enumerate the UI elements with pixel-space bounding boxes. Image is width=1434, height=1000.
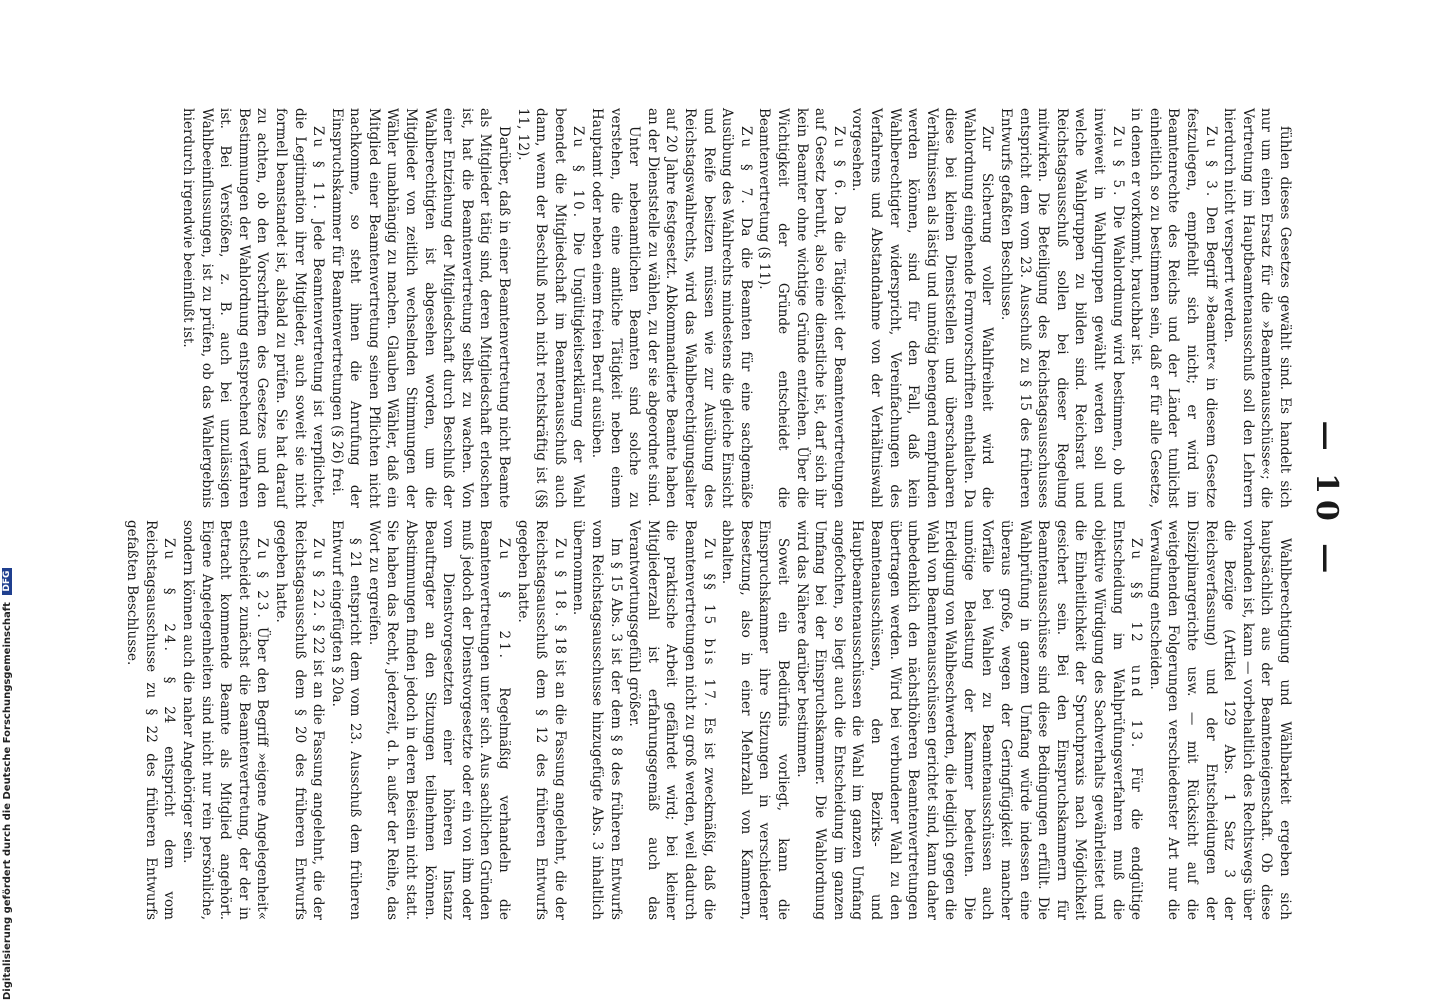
paragraph-text: § 24 entspricht dem vom Reichstagsausschusse zu § 22 des früheren Entwurfs gefaßten Beschlusse. (124, 520, 178, 920)
section-reference: Zu §§ 12 und 13. (1128, 538, 1145, 751)
section-reference: Zu § 11. (310, 126, 327, 213)
paragraph (327, 108, 513, 508)
paragraph-text: Zur Sicherung voller Wahlfreiheit wird die Wahlordnung eingehende Formvorschriften enthalten. Da diese bei kleinen Dienststellen und überschaubaren Verhältnissen als lästig und unnötig beengend empfunden werden können, sind für den Fall, daß kein Wahlberechtigter widerspricht, Vereinfachungen des Verfahrens und Abstandnahme von der Verhältniswahl vorgesehen. (849, 108, 996, 508)
paragraph (755, 108, 848, 508)
section-reference: Zu § 6. (830, 126, 847, 199)
paragraph (625, 520, 718, 920)
paragraph (997, 108, 1127, 508)
page-number: — 10 — (1309, 420, 1344, 580)
dfg-logo-icon: DFG (2, 568, 12, 595)
paragraph-text: § 21 entspricht dem vom 23. Ausschuß dem früheren Entwurf eingefügten § 20a. (328, 520, 364, 920)
section-reference: Zu § 18. (551, 538, 568, 620)
paragraph (364, 520, 513, 920)
left-column (178, 108, 1294, 508)
paragraph (178, 520, 271, 920)
section-reference: Zu § 22. (310, 538, 327, 620)
paragraph-text: Soweit ein Bedürfnis vorliegt, kann die Einspruchskammer ihre Sitzungen in verschiedener Besetzung, also in einer Mehrzahl von Kammern, abhalten. (719, 520, 791, 920)
section-reference: Zu § 21. (496, 538, 513, 661)
paragraph-text: Es ist zweckmäßig, daß die Beamtenvertretungen nicht zu groß werden, weil dadurch die praktische Arbeit gefährdet wird; bei kleiner Mitgliederzahl ist erfahrungsgemäß auch das Verantwortungsgefühl größer. (626, 520, 717, 920)
paragraph-text: Im § 15 Abs. 3 ist der dem § 8 des früheren Entwurfs vom Reichstagsausschusse hinzugefügte Abs. 3 inhaltlich übernommen. (570, 520, 624, 920)
paragraph-text: Da die Beamten für eine sachgemäße Ausübung des Wahlrechts mindestens die gleiche Einsicht und Reife besitzen müssen wie zur Ausübung des Reichstagswahlrechts, wird das Wahlberechtigungsalter auf 20 Jahre festgesetzt. Abkommandierte Beamte haben an der Dienststelle zu wählen, zu der sie abgeordnet sind. (644, 108, 754, 508)
paragraph (643, 108, 755, 508)
section-reference: Zu § 24. (161, 538, 178, 654)
digitization-footer (2, 568, 13, 1000)
paragraph-text: Da die Tätigkeit der Beamtenvertretungen auf Gesetz beruht, also eine dienstliche ist, darf sich ihr kein Beamter ohne wichtige Gründe entziehen. Über die Wichtigkeit der Gründe entscheidet die Beamtenvertretung (§ 11). (756, 108, 847, 509)
paragraph (327, 520, 364, 920)
paragraph (569, 520, 625, 920)
paragraph (718, 520, 792, 920)
paragraph-text: Darüber, daß in einer Beamtenvertretung nicht Beamte als Mitglieder tätig sind, deren Mitgliedschaft erloschen ist, hat die Beamtenvertretung selbst zu wachen. Von einer Entziehung der Mitgliedschaft durch Beschluß der Wahlberechtigten ist abgesehen worden, um die Mitglieder von zeitlich wechselnden Stimmungen der Wähler unabhängig zu machen. Glauben Wähler, daß ein Mitglied einer Beamtenvertretung seinen Pflichten nicht nachkomme, so steht ihnen die Anrufung der Einspruchskammer für Beamtenvertretungen (§ 26) frei. (328, 108, 513, 508)
paragraph-text: Jede Beamtenvertretung ist verpflichtet, die Legitimation ihrer Mitglieder, auch soweit sie nicht formell beanstandet ist, alsbald zu prüfen. Sie hat darauf zu achten, ob den Vorschriften des Gesetzes und den Bestimmungen der Wahlordnung entsprechend verfahren ist. Bei Verstößen, z. B. auch bei unzulässigen Wahlbeeinflussungen, ist zu prüfen, ob das Wahlergebnis hierdurch irgendwie beeinflußt ist. (179, 108, 327, 508)
paragraph-text: § 22 ist an die Fassung angelehnt, die der Reichstagsausschuß dem § 20 des früheren Entwurfs gegeben hatte. (272, 520, 327, 921)
paragraph-text: fühlen dieses Gesetzes gewählt sind. Es handelt sich nur um einen Ersatz für die »Beamtenausschüsse«; die Vertretung im Hauptbeamtenausschuß soll den Lehrern hierdurch nicht versperrt werden. (1221, 108, 1293, 508)
paragraph-text: Über den Begriff »eigene Angelegenheit« entscheidet zunächst die Beamtenvertretung, der der in Betracht kommende Beamte als Mitglied angehört. Eigene Angelegenheiten sind nicht nur rein persönliche, sondern können auch die naher Angehöriger sein. (179, 520, 271, 920)
section-reference: Zu § 23. (254, 538, 271, 621)
paragraph-text: Die Ungültigkeitserklärung der Wahl beendet die Mitgliedschaft im Beamtenausschuß auch dann, wenn der Beschluß noch nicht rechtskräftig ist (§§ 11, 12). (514, 108, 587, 508)
paragraph (848, 108, 997, 508)
paragraph-text: Unter nebenamtlichen Beamten sind solche zu verstehen, die eine amtliche Tätigkeit neben einem Hauptamt oder neben einem freien Beruf ausüben. (589, 108, 643, 508)
paragraph (178, 108, 327, 508)
paragraph-text: Die Wahlordnung wird bestimmen, ob und inwieweit in Wahlgruppen gewählt werden soll und welche Wahlgruppen zu bilden sind. Reichsrat und Reichstagsausschuß sollen bei dieser Regelung mitwirken. Die Beteiligung des Reichstagsausschusses entspricht dem vom 23. Ausschuß zu § 15 des früheren Entwurfs gefaßten Beschlusse. (998, 108, 1126, 508)
paragraph-text: Den Begriff »Beamter« in diesem Gesetze festzulegen, empfiehlt sich nicht; er wird im Beamtenrechte des Reichs und der Länder tunlichst einheitlich so zu bestimmen sein, daß er für alle Gesetze, in denen er vorkommt, brauchbar ist. (1128, 108, 1219, 509)
paragraph-text: Regelmäßig verhandeln die Beamtenvertretungen unter sich. Aus sachlichen Gründen muß jedoch der Dienstvorgesetzte oder ein von ihm oder vom Dienstvorgesetzten einer höheren Instanz Beauftragter an den Sitzungen teilnehmen können. Abstimmungen finden jedoch in deren Beisein nicht statt. Sie haben das Recht, jederzeit, d. h. außer der Reihe, das Wort zu ergreifen. (365, 520, 513, 920)
paragraph (271, 520, 327, 920)
paragraph (1220, 108, 1294, 508)
paragraph (587, 108, 643, 508)
paragraph (792, 520, 1145, 920)
section-reference: Zu § 3. (1202, 126, 1219, 200)
footer-text: Digitalisierung gefördert durch die Deutsche Forschungsgemeinschaft (2, 602, 13, 1000)
paragraph (1145, 520, 1294, 920)
paragraph-text: Wahlberechtigung und Wählbarkeit ergeben sich hauptsächlich aus der Beamteneigenschaft. Ob diese vorhanden ist, kann — vorbehaltlich des Rechtswegs über die Bezüge (Artikel 129 Abs. 1 Satz 3 der Reichsverfassung) und der Entscheidungen der Disziplinargerichte usw. — mit Rücksicht auf die weitgehenden Folgerungen verschiedenster Art nur die Verwaltung entscheiden. (1146, 520, 1293, 920)
paragraph (123, 520, 179, 920)
paragraph-text: § 18 ist an die Fassung angelehnt, die der Reichstagsausschuß dem § 12 des früheren Entwurfs gegeben hatte. (514, 520, 568, 921)
section-reference: Zu §§ 15 bis 17. (700, 538, 717, 710)
paragraph-text: Für die endgültige Entscheidung im Wahlprüfungsverfahren muß die objektive Würdigung des Sachverhalts gewährleistet und die Einheitlichkeit der Spruchpraxis nach Möglichkeit gesichert sein. Bei den Einspruchskammern für Beamtenausschüsse sind diese Bedingungen erfüllt. Die Wahlprüfung in ganzem Umfang würde indessen eine überaus große, wegen der Geringfügigkeit mancher Vorfälle bei Wahlen zu Beamtenausschüssen auch unnötige Belastung der Kammer bedeuten. Die Erledigung von Wahlbeschwerden, die lediglich gegen die Wahl von Beamtenausschüssen gerichtet sind, kann daher unbedenklich den nächsthöheren Beamtenvertretungen übertragen werden. Wird bei verbundener Wahl zu den Beamtenausschüssen, den Bezirks- und Hauptbeamtenausschüssen die Wahl im ganzen Umfang angefochten, so liegt auch die Entscheidung im ganzen Umfang bei der Einspruchskammer. Die Wahlordnung wird das Nähere darüber bestimmen. (793, 520, 1145, 921)
section-reference: Zu § 5. (1109, 126, 1126, 199)
paragraph (1127, 108, 1220, 508)
paragraph (513, 520, 569, 920)
section-reference: Zu § 7. (737, 126, 754, 207)
section-reference: Zu § 10. (570, 126, 587, 221)
right-column (123, 520, 1294, 920)
paragraph (513, 108, 587, 508)
